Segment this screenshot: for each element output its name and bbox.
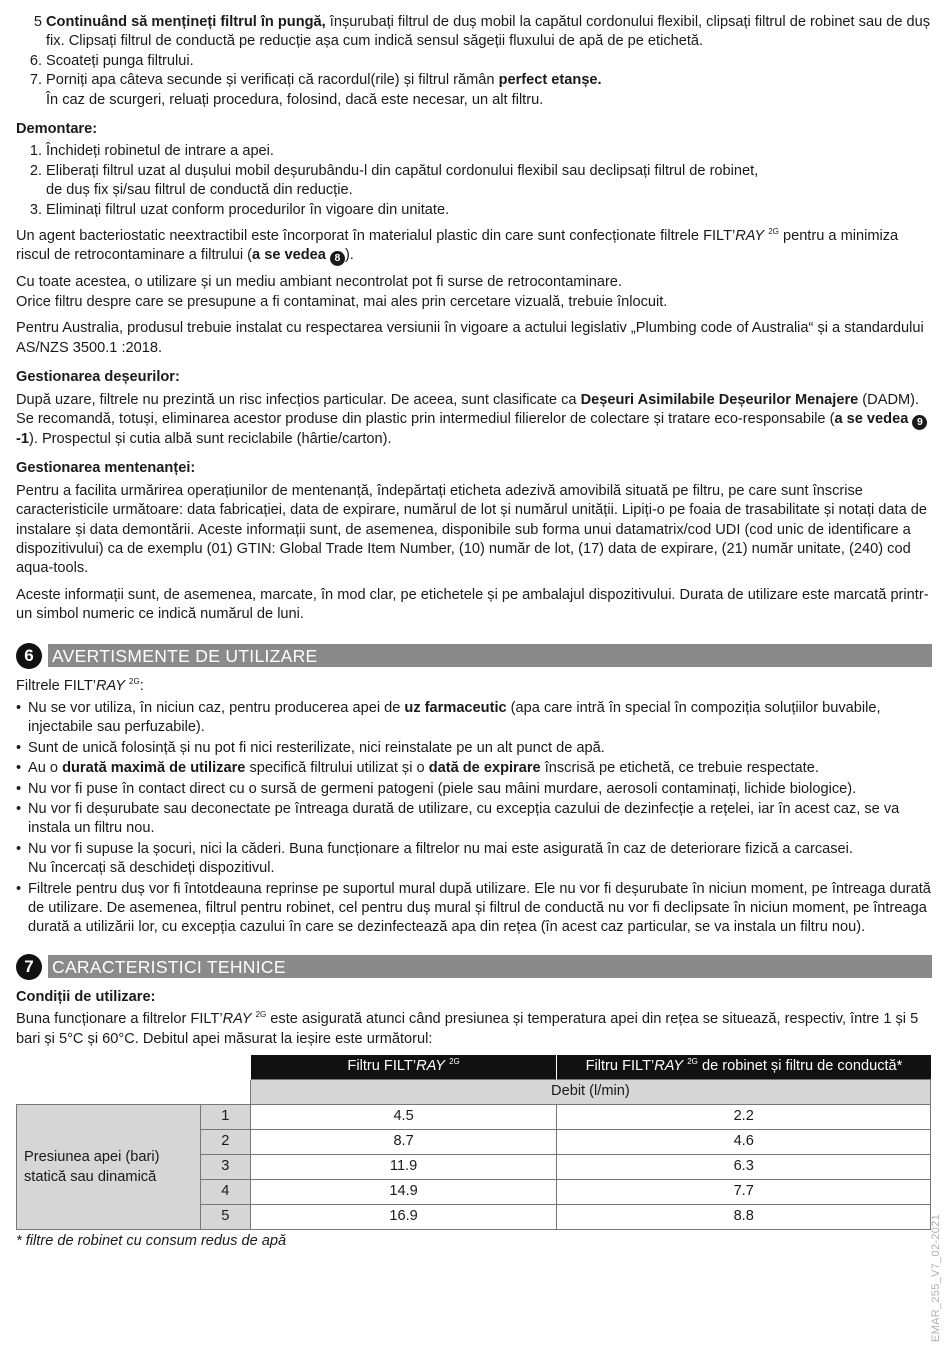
step-bold: Continuând să mențineți filtrul în pungă, bbox=[46, 14, 326, 30]
section-7-header bbox=[16, 954, 932, 980]
list-item bbox=[16, 739, 932, 758]
flow-value: 4.5 bbox=[250, 1105, 557, 1130]
ref-suffix: -1 bbox=[16, 430, 29, 447]
text: : bbox=[139, 677, 144, 694]
text: ). Prospectul și cutia albă sunt reciclabile (hârtie/carton). bbox=[28, 430, 392, 447]
table-row bbox=[17, 1105, 931, 1130]
pressure-value: 2 bbox=[200, 1130, 250, 1155]
text: specifică filtrului utilizat și o bbox=[245, 760, 429, 777]
mentenanta-title: Gestionarea mentenanței: bbox=[16, 460, 196, 477]
brand-ray: RAY bbox=[96, 677, 125, 694]
text: După uzare, filtrele nu prezintă un risc infecțios particular. De aceea, sunt clasificate ca bbox=[16, 391, 581, 408]
brand-sup: 2G bbox=[449, 1057, 460, 1067]
section-title: AVERTISMENTE DE UTILIZARE bbox=[48, 644, 932, 667]
pressure-value: 5 bbox=[200, 1205, 250, 1230]
pressure-value: 3 bbox=[200, 1155, 250, 1180]
text: înscrisă pe etichetă, ce trebuie respectate. bbox=[540, 760, 819, 777]
text: Buna funcționare a filtrelor FILT’ bbox=[16, 1011, 223, 1028]
demontare-steps bbox=[16, 142, 932, 220]
conditions-title: Condiții de utilizare: bbox=[16, 988, 156, 1005]
list-item bbox=[16, 880, 932, 938]
section-6-header bbox=[16, 643, 932, 669]
text: Nu vor fi puse în contact direct cu o sursă de germeni patogeni (piele sau mâini murdare, aerosoli contaminați, lichide biologice). bbox=[28, 780, 857, 797]
step-text: înșurubați filtrul de duș mobil la capătul cordonului flexibil, clipsați filtrul de robinet sau de duș fix. Clipsați filtrul de conductă pe reducție așa cum indică sensul săgeții fluxului de apă de pe etichetă. bbox=[46, 14, 931, 50]
step-text: Închideți robinetul de intrare a apei. bbox=[46, 143, 274, 160]
brand-ray: RAY bbox=[416, 1058, 446, 1075]
text: (DADM). Se recomandă, totuși, eliminarea acestor produse din plastic prin intermediul filierelor de colectare și tratare eco-responsabile ( bbox=[16, 391, 920, 427]
section-number: 7 bbox=[16, 954, 42, 980]
dadm-bold: Deșeuri Asimilabile Deșeurilor Menajere bbox=[580, 391, 859, 408]
list-item bbox=[16, 759, 932, 778]
pressure-label bbox=[17, 1105, 201, 1230]
step-number: 3. bbox=[29, 201, 42, 218]
step-text: Eliberați filtrul uzat al dușului mobil deșurubându-l din capătul cordonului flexibil sau declipsați filtrul de robinet, bbox=[46, 162, 759, 179]
conditions-paragraph bbox=[16, 1010, 932, 1049]
brand-ray: RAY bbox=[222, 1011, 252, 1028]
list-item bbox=[16, 162, 932, 201]
text: Sunt de unică folosință și nu pot fi nici resterilizate, nici reinstalate pe un alt punct de apă. bbox=[28, 739, 605, 756]
text: Filtrele FILT’ bbox=[16, 677, 97, 694]
flow-value: 2.2 bbox=[557, 1105, 931, 1130]
bullet-icon: • bbox=[16, 840, 22, 857]
australia-paragraph: Pentru Australia, produsul trebuie instalat cu respectarea versiunii în vigoare a actului legislativ „Plumbing code of Australia“ și a standardului AS/NZS 3500.1 :2018. bbox=[16, 320, 924, 356]
warnings-list bbox=[16, 699, 932, 938]
text: Nu vor fi deșurubate sau deconectate pe întreaga durată de utilizare, cu excepția cazului de dezinfecție a rețelei, iar în acest caz, se va instala un filtru nou. bbox=[28, 801, 900, 837]
step-number: 2. bbox=[29, 162, 42, 179]
bullet-icon: • bbox=[16, 739, 22, 756]
text: Un agent bacteriostatic neextractibil este încorporat în materialul plastic din care sunt confecționate filtrele FILT’ bbox=[16, 228, 736, 245]
flow-value: 8.8 bbox=[557, 1205, 931, 1230]
agent-paragraph bbox=[16, 227, 932, 266]
flow-value: 14.9 bbox=[250, 1180, 557, 1205]
text: ). bbox=[344, 247, 354, 264]
list-item bbox=[16, 71, 932, 110]
bullet-icon: • bbox=[16, 880, 22, 897]
step-text: În caz de scurgeri, reluați procedura, folosind, dacă este necesar, un alt filtru. bbox=[46, 91, 544, 108]
text: (apa care intră în special în compoziția soluțiilor buvabile, injectabile sau perfuzabile). bbox=[28, 699, 881, 736]
step-number: 1. bbox=[29, 143, 42, 160]
text: Nu vor fi supuse la șocuri, nici la căderi. Buna funcționare a filtrelor nu mai este asigurată în caz de deteriorare fizică a carcasei. bbox=[28, 840, 853, 857]
flow-value: 6.3 bbox=[557, 1155, 931, 1180]
table-subheader-row bbox=[17, 1080, 931, 1105]
table-footnote: * filtre de robinet cu consum redus de apă bbox=[16, 1233, 287, 1250]
brand-sup: 2G bbox=[129, 676, 140, 686]
document-code: EMAR_255_V7_02-2021 bbox=[929, 1213, 942, 1342]
flow-value: 16.9 bbox=[250, 1205, 557, 1230]
flow-value: 11.9 bbox=[250, 1155, 557, 1180]
flow-value: 8.7 bbox=[250, 1130, 557, 1155]
step-text: de duș fix și/sau filtrul de conductă din reducție. bbox=[46, 182, 353, 199]
bullet-icon: • bbox=[16, 801, 22, 817]
brand-sup: 2G bbox=[255, 1010, 267, 1020]
step-number: 7. bbox=[29, 72, 42, 89]
text: Orice filtru despre care se presupune a fi contaminat, mai ales prin cercetare vizuală, trebuie înlocuit. bbox=[16, 293, 668, 310]
list-item bbox=[16, 142, 932, 161]
pressure-value: 1 bbox=[200, 1105, 250, 1130]
list-item bbox=[16, 52, 932, 71]
text: statică sau dinamică bbox=[24, 1169, 157, 1186]
list-item bbox=[16, 13, 932, 52]
demontare-title: Demontare: bbox=[16, 121, 98, 138]
col-header-tap-pipe bbox=[557, 1055, 931, 1080]
step-number: 6. bbox=[29, 52, 42, 69]
section-title: CARACTERISTICI TEHNICE bbox=[48, 955, 932, 978]
text: Cu toate acestea, o utilizare și un mediu ambiant necontrolat pot fi surse de retrocontaminare. bbox=[16, 274, 622, 291]
text: Presiunea apei (bari) bbox=[24, 1149, 160, 1166]
brand-ray: RAY bbox=[654, 1058, 684, 1075]
see-ref: a se vedea bbox=[834, 410, 909, 427]
text: Au o bbox=[28, 760, 63, 777]
flow-value: 7.7 bbox=[557, 1180, 931, 1205]
list-item bbox=[16, 800, 932, 839]
bold-text: dată de expirare bbox=[428, 760, 541, 777]
deseuri-title: Gestionarea deșeurilor: bbox=[16, 369, 180, 386]
text: Nu se vor utiliza, în niciun caz, pentru producerea apei de bbox=[28, 699, 405, 716]
step-text: Scoateți punga filtrului. bbox=[46, 52, 194, 69]
step-text: Eliminați filtrul uzat conform procedurilor în vigoare din unitate. bbox=[46, 201, 450, 218]
pressure-value: 4 bbox=[200, 1180, 250, 1205]
ref-circle-icon: 8 bbox=[330, 251, 345, 266]
flow-rate-table bbox=[16, 1055, 931, 1230]
see-ref: a se vedea bbox=[252, 247, 326, 264]
debit-header: Debit (l/min) bbox=[250, 1080, 930, 1105]
text: Filtrele pentru duș vor fi întotdeauna reprinse pe suportul mural după utilizare. Ele nu vor fi deșurubate în niciun moment, pe întreaga durată de utilizare. De asemenea, filtrul pentru robinet, cel pentru duș mural și filtrul de conductă nu vor fi declipsate în niciun moment, pe întreaga durată a utilizării lor, cu excepția cazului în care se dezinfectează apa din rețea (în acest caz particular, se va instala un filtru nou). bbox=[28, 880, 931, 936]
text: Filtru FILT’ bbox=[585, 1058, 655, 1075]
brand-sup: 2G bbox=[687, 1057, 698, 1067]
contamination-paragraph bbox=[16, 273, 932, 312]
text: de robinet și filtru de conductă* bbox=[697, 1058, 903, 1075]
list-item bbox=[16, 201, 932, 220]
col-header-filt-ray bbox=[250, 1055, 557, 1080]
text: este asigurată atunci când presiunea și temperatura apei din rețea se situează, respectiv, între 1 și 5 bari și 5°C și 60°C. Debitul apei măsurat la ieșire este următorul: bbox=[16, 1011, 919, 1047]
deseuri-paragraph bbox=[16, 391, 932, 450]
section-number: 6 bbox=[16, 643, 42, 669]
brand-sup: 2G bbox=[768, 227, 779, 237]
mentenanta-paragraph-2: Aceste informații sunt, de asemenea, marcate, în mod clar, pe etichetele și pe ambalajul dispozitivului. Durata de utilizare este marcată printr-un simbol numeric ce indică numărul de luni. bbox=[16, 586, 929, 623]
bullet-icon: • bbox=[16, 760, 22, 777]
step-bold: perfect etanșe. bbox=[498, 72, 602, 89]
list-item bbox=[16, 699, 932, 738]
bold-text: durată maximă de utilizare bbox=[62, 760, 246, 777]
document-page bbox=[16, 13, 932, 1251]
table-header-row bbox=[17, 1055, 931, 1080]
brand-ray: RAY bbox=[735, 228, 765, 245]
bold-text: uz farmaceutic bbox=[404, 699, 507, 716]
mentenanta-paragraph-1: Pentru a facilita urmărirea operațiunilor de mentenanță, îndepărtați eticheta adezivă amovibilă situată pe filtru, pe care sunt înscrise caracteristicile următoare: data fabricației, data de expirare, numărul de lot și numărul unității. Lipiți-o pe foaia de trasabilitate și notați data de instalare și data demontării. Aceste informații sunt, de asemenea, disponibile sub forma unui datamatrix/cod UDI (cod unic de identificare a dispozitivului) ca de exemplu (01) GTIN: Global Trade Item Number, (10) număr de lot, (17) data de expirare, (21) număr unitate, (240) cod aqua-tools. bbox=[16, 482, 927, 577]
flow-value: 4.6 bbox=[557, 1130, 931, 1155]
step-text: Porniți apa câteva secunde și verificați că racordul(rile) și filtrul rămân bbox=[46, 72, 499, 89]
list-item bbox=[16, 780, 932, 799]
text: pentru a minimiza riscul de retrocontaminare a filtrului ( bbox=[16, 228, 899, 264]
section-6-intro bbox=[16, 677, 932, 696]
step-number: 5 bbox=[33, 14, 42, 30]
text: Filtru FILT’ bbox=[347, 1058, 417, 1075]
list-item bbox=[16, 840, 932, 879]
ref-circle-icon: 9 bbox=[912, 415, 927, 430]
install-steps-continued bbox=[16, 13, 932, 110]
bullet-icon: • bbox=[16, 780, 22, 797]
bullet-icon: • bbox=[16, 699, 22, 716]
text: Nu încercați să deschideți dispozitivul. bbox=[28, 860, 275, 877]
